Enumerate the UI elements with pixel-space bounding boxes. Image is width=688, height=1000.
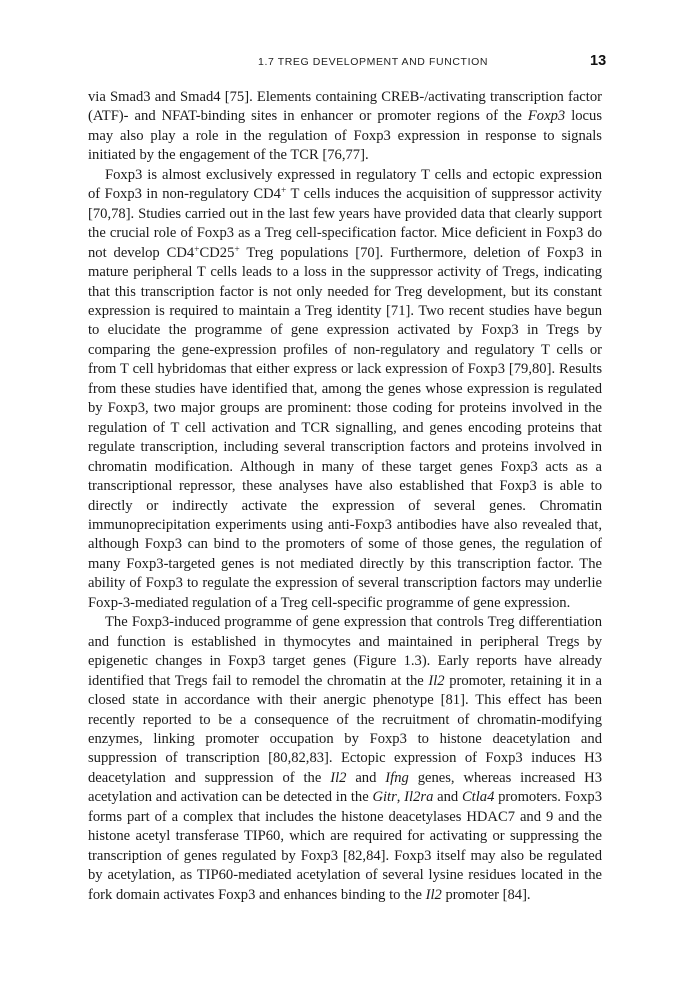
text-run: , [396,789,405,806]
text-run: Foxp3 is almost exclusively expressed in regulatory T cells and ectopic expression of Foxp3 in non-regulatory CD4 [88,166,602,203]
superscript: + [194,244,200,255]
running-header [0,54,688,74]
superscript: + [234,244,240,255]
body-text [88,88,602,905]
running-title: 1.7 TREG DEVELOPMENT AND FUNCTION [258,56,489,68]
superscript: + [280,186,287,197]
page-number: 13 [590,53,607,69]
text-run: promoters. Foxp3 forms part of a complex that includes the histone deacetylases HDAC7 and 9 and the histone acetyl transferase TIP60, which are required for activating or suppressing the transcription of genes regulated by Foxp3 [82,84]. Foxp3 itself may also be regulated by acetylation, as TIP60-mediated acetylation of several lysine residues located in the fork domain activates Foxp3 and enhances binding to the [88,789,602,903]
text-run: via Smad3 and Smad4 [75]. Elements containing CREB-/activating transcription factor (ATF)- and NFAT-binding sites in enhancer or promoter regions of the [88,89,602,125]
text-run: genes, whereas increased H3 acetylation and activation can be detected in the [88,769,602,806]
italic-term: Il2 [330,769,347,786]
paragraph [88,613,602,905]
italic-term: Ctla4 [461,789,495,806]
text-run: The Foxp3-induced programme of gene expression that controls Treg differentiation and function is established in thymocytes and maintained in peripheral Tregs by epigenetic changes in Foxp3 target genes (Figure 1.3). Early reports have already identified that Tregs fail to remodel the chromatin at the [88,614,602,689]
italic-term: Gitr [372,789,397,806]
text-run: and [346,769,386,786]
paragraph [88,88,602,166]
italic-term: Il2 [425,886,442,903]
text-run: promoter, retaining it in a closed state in accordance with their anergic phenotype [81]. This effect has been recently reported to be a consequence of the recruitment of chromatin-modifying enzymes, linking promoter occupation by Foxp3 to histone deacetylation and suppression of transcription [80,82,83]. Ectopic expression of Foxp3 induces H3 deacetylation and suppression of the [88,672,603,786]
text-run: locus may also play a role in the regulation of Foxp3 expression in response to signals initiated by the engagement of the TCR [76,77]. [88,108,602,164]
italic-term: Il2 [428,672,445,689]
italic-term: Il2ra [404,789,434,806]
italic-term: Foxp3 [527,108,566,125]
text-run: Treg populations [70]. Furthermore, deletion of Foxp3 in mature peripheral T cells leads to a loss in the suppressor activity of Tregs, indicating that this transcription factor is not only needed for Treg development, but its constant expression is required to maintain a Treg identity [71]. Two recent studies have begun to elucidate the programme of gene expression activated by Foxp3 in Tregs by comparing the gene-expression profiles of non-regulatory and regulatory T cells or from T cell hybridomas that either express or lack expression of Foxp3 [79,80]. Results from these studies have identified that, among the genes whose expression is regulated by Foxp3, two major groups are prominent: those coding for proteins involved in the regulation of T cell activation and TCR signalling, and genes encoding proteins that regulate transcription, including several transcription factors and proteins involved in chromatin modification. Although in many of these target genes Foxp3 acts as a transcriptional repressor, these analyses have also established that Foxp3 is able to directly or indirectly activate the expression of several genes. Chromatin immunoprecipitation experiments using anti-Foxp3 antibodies have also revealed that, although Foxp3 can bind to the promoters of some of those genes, the regulation of many Foxp3-targeted genes is not mediated directly by this transcription factor. The ability of Foxp3 to regulate the expression of several transcription factors may underlie Foxp-3-mediated regulation of a Treg cell-specific programme of gene expression. [88,244,602,611]
text-run: CD25 [199,244,235,261]
text-run: T cells induces the acquisition of suppressor activity [70,78]. Studies carried out in the last few years have provided data that clearly support the crucial role of Foxp3 as a Treg cell-specification factor. Mice deficient in Foxp3 do not develop CD4 [88,186,602,261]
text-run: and [433,789,462,806]
italic-term: Ifng [385,769,409,786]
paragraph [88,166,602,613]
text-run: promoter [84]. [441,886,531,903]
